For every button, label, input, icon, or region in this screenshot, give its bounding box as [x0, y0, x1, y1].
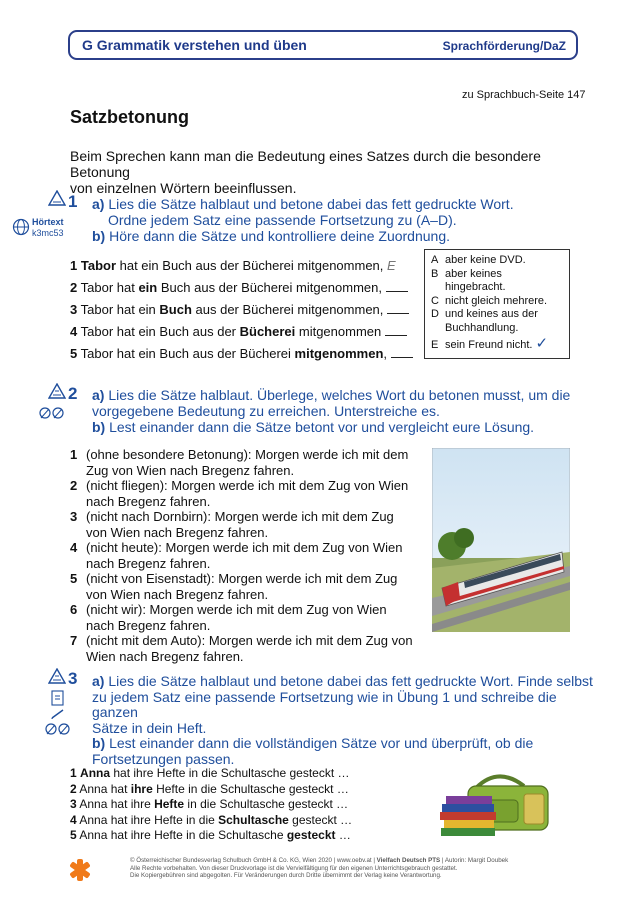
options-box: [424, 249, 570, 359]
globe-icon: [12, 218, 30, 236]
exercise-2-items: [70, 447, 420, 664]
exercise-1-instructions: a) Lies die Sätze halblaut und betone dabei das fett gedruckte Wort. Ordne jedem Satz eine passende Fortsetzung zu (A–D). b) Höre dann die Sätze und kontrolliere deine Zuordnung.: [92, 196, 514, 244]
exercise-1-number: 1: [68, 192, 78, 211]
answer-field[interactable]: [385, 325, 407, 336]
option-item: D und keines aus der: [431, 308, 538, 320]
partner-work-icon: [38, 406, 66, 420]
exercise-2-instructions: a) Lies die Sätze halblaut. Überlege, welches Wort du betonen musst, um die vorgegebene Bedeutung zu erreichen. Unterstreiche es. b) Lest einander dann die Sätze betont vor und vergleicht eure Lösung.: [92, 387, 571, 435]
exercise-1-sentences: [70, 258, 413, 368]
list-item: 2 Anna hat ihre Hefte in die Schultasche gesteckt …: [70, 781, 349, 796]
exercise-3-number: 3: [68, 669, 78, 688]
partner-work-icon: [44, 722, 72, 736]
header-bar: [68, 30, 578, 60]
check-icon: ✓: [535, 335, 549, 352]
hoertext-code[interactable]: k3mc53: [32, 228, 64, 238]
list-item: 7 (nicht mit dem Auto): Morgen werde ich mit dem Zug von Wien nach Bregenz fahren.: [70, 633, 413, 664]
list-item: 2 (nicht fliegen): Morgen werde ich mit dem Zug von Wien nach Bregenz fahren.: [70, 478, 409, 509]
option-item: C nicht gleich mehrere.: [431, 294, 548, 307]
option-item: hingebracht.: [445, 281, 506, 293]
answer-field[interactable]: [387, 303, 409, 314]
write-notebook-icon: [50, 690, 66, 706]
intro-text: Beim Sprechen kann man die Bedeutung eines Satzes durch die besondere Betonung von einzelnen Wörtern beeinflussen.: [70, 148, 541, 196]
difficulty-triangle-icon: [48, 668, 66, 684]
publisher-logo-icon: [68, 858, 92, 882]
difficulty-triangle-icon: [48, 190, 66, 206]
header-subject: Sprachförderung/DaZ: [442, 39, 566, 53]
train-illustration: [432, 448, 570, 632]
footer-copyright: © Österreichischer Bundesverlag Schulbuch GmbH & Co. KG, Wien 2020 | www.oebv.at | Vielfach Deutsch PTS | Autorin: Margit Doubek Alle Rechte vorbehalten. Von dieser Druckvorlage ist die Vervielfältigung für den eigenen Unterrichtsgebrauch gestattet. Die Kopiergebühren sind abgegolten. Für Veränderungen durch Dritte übernimmt der Verlag keine Verantwortung.: [130, 857, 509, 879]
option-item: Buchhandlung.: [445, 321, 519, 334]
page-title: Satzbetonung: [70, 107, 189, 127]
list-item: 1 Tabor hat ein Buch aus der Bücherei mitgenommen, E: [70, 258, 396, 273]
hoertext-label: Hörtext: [32, 217, 64, 227]
option-item: A aber keine DVD.: [431, 254, 526, 266]
list-item: 4 Tabor hat ein Buch aus der Bücherei mitgenommen: [70, 324, 413, 346]
option-item: B aber keines: [431, 267, 502, 280]
difficulty-triangle-icon: [48, 383, 66, 399]
list-item: 5 Anna hat ihre Hefte in die Schultasche gesteckt …: [70, 828, 351, 842]
list-item: 6 (nicht wir): Morgen werde ich mit dem Zug von Wien nach Bregenz fahren.: [70, 602, 387, 633]
header-title: G Grammatik verstehen und üben: [82, 37, 307, 53]
answer-field[interactable]: [391, 347, 413, 358]
list-item: 1 Anna hat ihre Hefte in die Schultasche gesteckt …: [70, 766, 350, 780]
answer-field[interactable]: E: [387, 258, 396, 273]
list-item: 5 (nicht von Eisenstadt): Morgen werde ich mit dem Zug von Wien nach Bregenz fahren.: [70, 571, 398, 602]
list-item: 3 Anna hat ihre Hefte in die Schultasche gesteckt …: [70, 797, 349, 811]
list-item: 1 (ohne besondere Betonung): Morgen werde ich mit dem Zug von Wien nach Bregenz fahren.: [70, 447, 409, 478]
pencil-icon: [50, 708, 66, 720]
exercise-3-sentences: [70, 766, 352, 844]
exercise-2-number: 2: [68, 384, 78, 403]
list-item: 2 Tabor hat ein Buch aus der Bücherei mitgenommen,: [70, 280, 413, 302]
list-item: 3 (nicht nach Dornbirn): Morgen werde ich mit dem Zug von Wien nach Bregenz fahren.: [70, 509, 394, 540]
list-item: 4 (nicht heute): Morgen werde ich mit dem Zug von Wien nach Bregenz fahren.: [70, 540, 403, 571]
exercise-3-instructions: a) Lies die Sätze halblaut und betone dabei das fett gedruckte Wort. Finde selbst zu jedem Satz eine passende Fortsetzung wie in Übung 1 und schreibe die ganzen Sätze in dein Heft. b) Lest einander dann die vollständigen Sätze vor und überprüft, ob die Fortsetzungen passen.: [92, 673, 593, 767]
option-item: E sein Freund nicht. ✓: [431, 335, 549, 352]
schoolbag-illustration: [438, 770, 558, 842]
list-item: 5 Tabor hat ein Buch aus der Bücherei mitgenommen,: [70, 346, 413, 368]
list-item: 3 Tabor hat ein Buch aus der Bücherei mitgenommen,: [70, 302, 413, 324]
page-reference: zu Sprachbuch-Seite 147: [462, 89, 586, 101]
list-item: 4 Anna hat ihre Hefte in die Schultasche gesteckt …: [70, 812, 353, 827]
answer-field[interactable]: [386, 281, 408, 292]
